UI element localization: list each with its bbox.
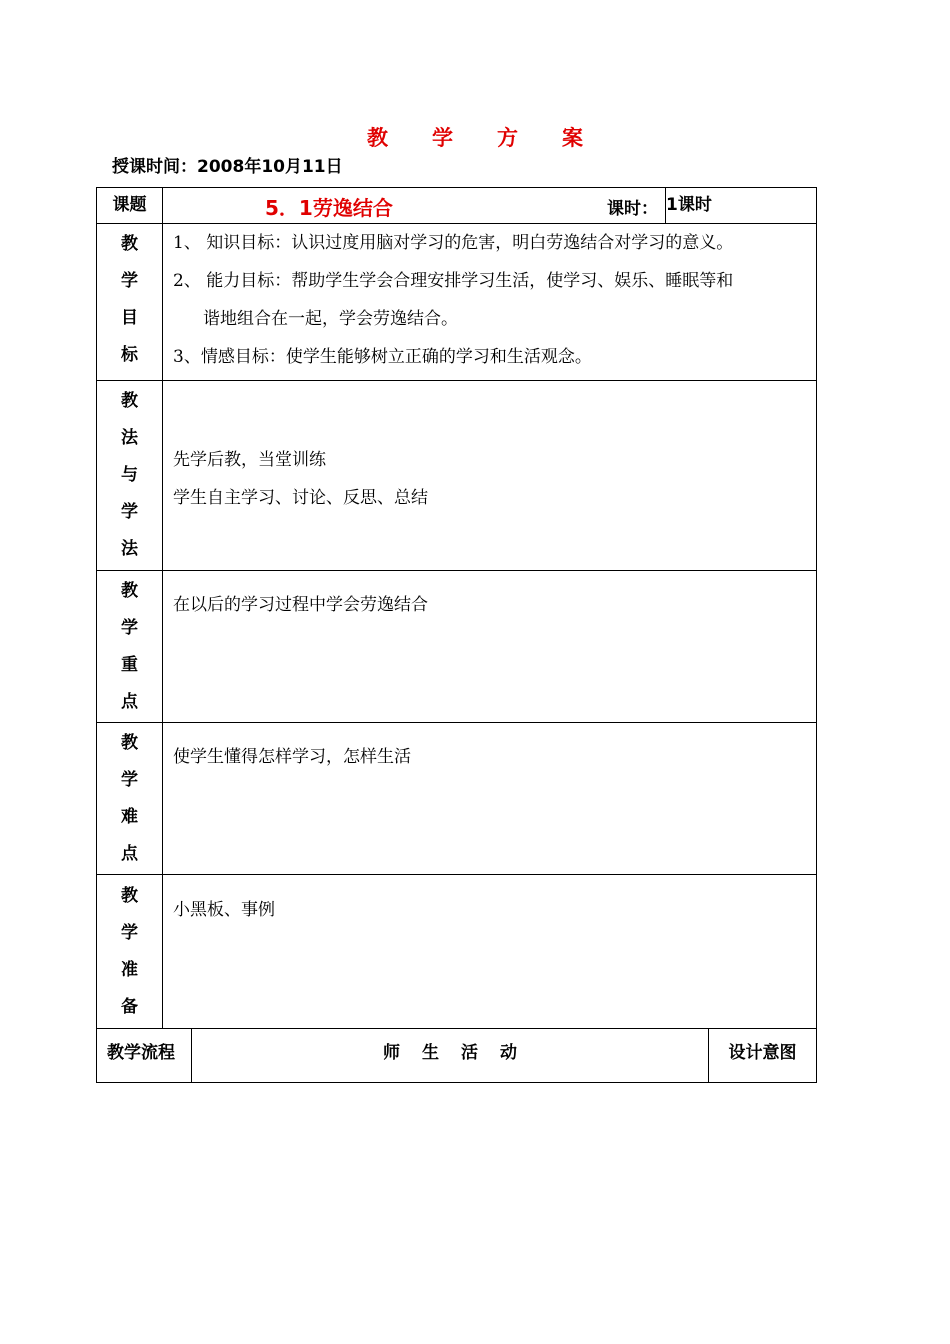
title-char: 学 — [432, 126, 453, 150]
difficulties-content — [162, 722, 817, 875]
key-points-text: 在以后的学习过程中学会劳逸结合 — [173, 595, 428, 615]
label-char: 法 — [121, 539, 138, 559]
method-line: 学生自主学习、讨论、反思、总结 — [173, 488, 428, 508]
goals-label — [96, 223, 163, 381]
label-char: 学 — [121, 769, 138, 790]
label-char: 教 — [121, 732, 138, 753]
methods-content — [162, 380, 817, 571]
label-char: 教 — [121, 234, 138, 254]
preparation-label — [96, 874, 163, 1029]
activity-char: 动 — [500, 1043, 517, 1063]
teaching-date: 授课时间：2008年10月11日 — [112, 157, 343, 177]
label-char: 学 — [121, 502, 138, 522]
label-char: 标 — [121, 345, 138, 365]
goals-content — [162, 223, 817, 381]
hours-label: 课时： — [607, 199, 658, 219]
goal-line: 2、 能力目标：帮助学生学会合理安排学习生活，使学习、娱乐、睡眠等和 — [173, 271, 734, 291]
title-char: 方 — [497, 126, 518, 150]
label-char: 学 — [121, 922, 138, 943]
document-title — [0, 122, 950, 152]
title-char: 案 — [562, 126, 583, 150]
label-char: 学 — [121, 271, 138, 291]
goal-line: 谐地组合在一起，学会劳逸结合。 — [203, 309, 458, 329]
activity-header — [191, 1028, 709, 1083]
label-char: 难 — [121, 806, 138, 827]
activity-char: 师 — [383, 1043, 400, 1063]
preparation-text: 小黑板、事例 — [173, 900, 275, 920]
goal-line: 3、情感目标：使学生能够树立正确的学习和生活观念。 — [173, 347, 592, 367]
intent-header: 设计意图 — [708, 1028, 817, 1083]
topic-label: 课题 — [96, 187, 163, 224]
flow-label: 教学流程 — [96, 1028, 192, 1083]
topic-title: 5．1劳逸结合 — [265, 196, 393, 220]
label-char: 点 — [121, 691, 138, 712]
goal-line: 1、 知识目标：认识过度用脑对学习的危害，明白劳逸结合对学习的意义。 — [173, 233, 734, 253]
label-char: 与 — [121, 465, 138, 485]
title-char: 教 — [367, 126, 388, 150]
difficulties-text: 使学生懂得怎样学习，怎样生活 — [173, 747, 411, 767]
label-char: 点 — [121, 843, 138, 864]
label-char: 备 — [121, 996, 138, 1017]
label-char: 准 — [121, 959, 138, 980]
key-points-label — [96, 570, 163, 723]
topic-row — [162, 187, 817, 224]
methods-label — [96, 380, 163, 571]
activity-char: 生 — [422, 1043, 439, 1063]
method-line: 先学后教，当堂训练 — [173, 450, 326, 470]
hours-value: 1课时 — [665, 188, 712, 223]
preparation-content — [162, 874, 817, 1029]
label-char: 教 — [121, 885, 138, 906]
difficulties-label — [96, 722, 163, 875]
key-points-content — [162, 570, 817, 723]
label-char: 教 — [121, 580, 138, 601]
label-char: 法 — [121, 428, 138, 448]
label-char: 重 — [121, 654, 138, 675]
label-char: 目 — [121, 308, 138, 328]
label-char: 学 — [121, 617, 138, 638]
activity-char: 活 — [461, 1043, 478, 1063]
label-char: 教 — [121, 391, 138, 411]
